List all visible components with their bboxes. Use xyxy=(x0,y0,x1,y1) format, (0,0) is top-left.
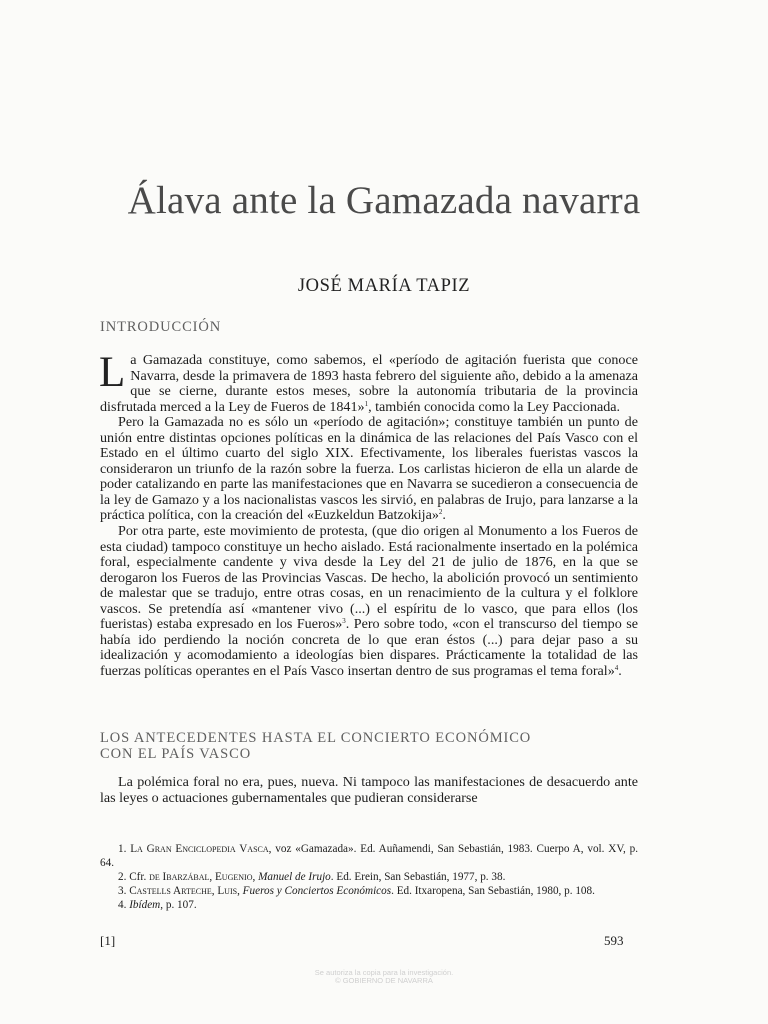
footnote-work: Fueros y Conciertos Económicos xyxy=(242,884,392,897)
paragraph-text: Por otra parte, este movimiento de protesta, (que dio origen al Monumento a los Fueros de esta ciudad) tampoco constituye un hecho aislado. Está racionalmente insertado en la polémica foral, especialmente candente y viva desde la Ley del 21 de julio de 1876, en la que se derogaron los Fueros de las Provincias Vascas. De hecho, la abolición provocó un sentimiento de malestar que se tradujo, entre otras cosas, en un renacimiento de la cultura y el folklore vascos. Se pretendía así «mantener vivo (...) el espíritu de lo vasco, que para ellos (los fueristas) estaba expresado en los Fueros» xyxy=(100,523,638,633)
footnote-author: La Gran Enciclopedia Vasca xyxy=(130,843,269,855)
footnotes xyxy=(100,843,638,913)
footnote-author: de Ibarzábal, Eugenio xyxy=(149,870,253,883)
footnote-prefix: Cfr. xyxy=(129,870,150,883)
antecedentes-body xyxy=(100,775,638,806)
footnote-ref: 4 xyxy=(614,663,619,672)
section-heading-antecedentes: LOS ANTECEDENTES HASTA EL CONCIERTO ECONÓMICO CON EL PAÍS VASCO xyxy=(100,730,532,762)
footnote-text: . Ed. Erein, San Sebastián, 1977, p. 38. xyxy=(330,870,506,883)
paragraph-text: a Gamazada constituye, como sabemos, el «período de agitación fuerista que conoce Navarra, desde la primavera de 1893 hasta febrero del siguiente año, debido a la amenaza que se cierne, durante estos meses, sobre la autonomía tributaria de la provincia disfrutada merced a la Ley de Fueros de 1841» xyxy=(100,352,638,415)
footnote xyxy=(100,843,638,871)
footnote-number: 3. xyxy=(118,884,127,897)
page-number: 593 xyxy=(604,933,624,948)
footnote-ref: 1 xyxy=(364,399,369,408)
footnote-ref: 2 xyxy=(438,508,443,517)
watermark-line: Se autoriza la copia para la investigación. xyxy=(314,968,454,977)
paragraph-text: . xyxy=(618,662,622,679)
paragraph-text: Pero la Gamazada no es sólo un «período de agitación»; constituye también un punto de unión entre distintas opciones políticas en la dinámica de las relaciones del País Vasco con el Estado en el último cuarto del siglo XIX. Efectivamente, los liberales fueristas vascos la consideraron un triunfo de la razón sobre la fuerza. Los carlistas hicieron de ella un alarde de poder catalizando en parte las manifestaciones que en Navarra se sucedieron a consecuencia de la ley de Gamazo y a los nacionalistas vascos les sirvió, en palabras de Irujo, para lanzarse a la práctica política, con la creación del «Euzkeldun Batzokija» xyxy=(100,414,638,524)
copyright-watermark xyxy=(0,969,768,985)
article-title: Álava ante la Gamazada navarra xyxy=(127,179,641,222)
article-author: JOSÉ MARÍA TAPIZ xyxy=(297,276,471,296)
footnote: 3. Castells Arteche, Luis, Fueros y Conciertos Económicos. Ed. Itxaropena, San Sebastián, 1980, p. 108. xyxy=(118,884,595,897)
footnote-number: 1. xyxy=(118,843,127,855)
paragraph xyxy=(99,349,638,415)
footnote-text: . Ed. Itxaropena, San Sebastián, 1980, p. 108. xyxy=(391,884,595,897)
footnote-number: 2. xyxy=(118,870,127,883)
watermark-line: © GOBIERNO DE NAVARRA xyxy=(335,976,433,985)
paragraph xyxy=(100,415,638,524)
paragraph-text: . Pero sobre todo, «con el transcurso del tiempo se había ido perdiendo la noción concreta de lo que eran éstos (...) para dejar paso a su idealización y acomodamiento a ideologías bien dispares. Prácticamente la totalidad de las fuerzas políticas operantes en el País Vasco insertan dentro de sus programas el tema foral» xyxy=(100,616,638,679)
introduccion-body xyxy=(99,349,638,679)
page-marker: [1] xyxy=(100,933,116,948)
drop-cap: L xyxy=(99,349,126,396)
footnote-text: , voz «Gamazada». Ed. Auñamendi, San Sebastián, 1983. Cuerpo A, vol. XV, p. 64. xyxy=(100,843,638,869)
footnote-work: Ibídem xyxy=(129,898,161,911)
paragraph xyxy=(100,524,638,679)
footnote xyxy=(100,899,638,913)
footnote-text: , p. 107. xyxy=(160,898,197,911)
paragraph-text: , también conocida como la Ley Paccionada. xyxy=(368,398,621,415)
paragraph-text: . xyxy=(442,507,446,524)
paragraph: La polémica foral no era, pues, nueva. Ni tampoco las manifestaciones de desacuerdo ante las leyes o actuaciones gubernamentales que pudieran considerarse xyxy=(100,774,638,806)
section-heading-introduccion: INTRODUCCIÓN xyxy=(100,319,222,335)
footnote-ref: 3 xyxy=(342,617,346,626)
footnote-number: 4. xyxy=(118,898,127,911)
footnote-work: Manuel de Irujo xyxy=(258,870,331,883)
footnote: 2. Cfr. de Ibarzábal, Eugenio, Manuel de Irujo. Ed. Erein, San Sebastián, 1977, p. 38. xyxy=(118,870,506,883)
footnote-author: Castells Arteche, Luis xyxy=(129,884,238,897)
